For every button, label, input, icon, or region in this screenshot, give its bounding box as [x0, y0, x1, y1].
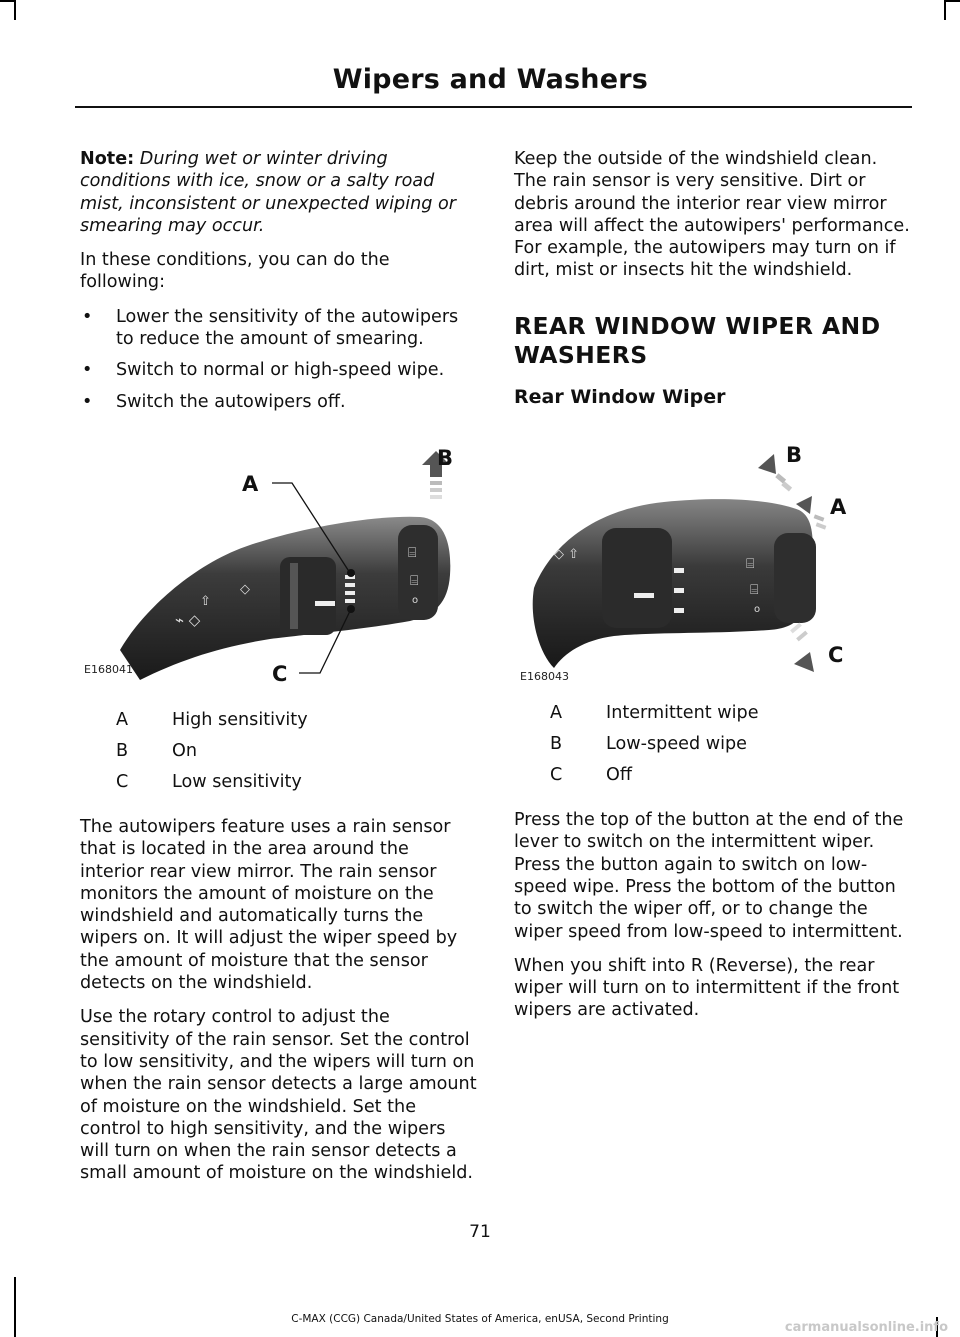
legend-row — [80, 709, 478, 740]
list-item: • Lower the sensitivity of the autowipers to reduce the amount of smearing. — [80, 306, 478, 351]
list-item: • Switch the autowipers off. — [80, 391, 478, 413]
header-divider — [75, 106, 912, 108]
legend-table — [514, 702, 912, 795]
legend-letter: B — [116, 740, 129, 761]
left-column — [80, 148, 478, 1197]
legend-row — [514, 733, 912, 764]
rear-wiper-lever-figure — [514, 418, 912, 688]
note-text: During wet or winter driving conditions with ice, snow or a salty road mist, inconsistent or unexpected wiping or smearing may occur. — [80, 149, 457, 236]
legend-letter: C — [550, 765, 563, 786]
bullet-list — [80, 306, 478, 413]
legend-letter: A — [116, 709, 129, 730]
crop-mark — [946, 0, 960, 2]
callout-label: C — [272, 661, 288, 686]
body-paragraph: The autowipers feature uses a rain sensor that is located in the area around the interior rear view mirror. The rain sensor monitors the amount of moisture on the windshield and automatically turns the wipers on. It will adjust the wiper speed by the amount of moisture that the sensor detects on the windshield. — [80, 816, 458, 994]
page-number: 71 — [469, 1222, 491, 1242]
body-paragraph: Use the rotary control to adjust the sensitivity of the rain sensor. Set the control to low sensitivity, and the wipers will turn on when the rain sensor detects a large amount of moisture on the windshield. Set the control to high sensitivity, and the wipers will turn on when the rain sensor detects a small amount of moisture on the windshield. — [80, 1007, 477, 1184]
svg-text:o: o — [754, 604, 761, 616]
legend-text: Off — [606, 765, 632, 786]
legend-text: On — [172, 740, 197, 761]
crop-mark — [944, 0, 946, 20]
note-paragraph — [80, 148, 478, 237]
figure-code: E168041 — [84, 662, 133, 676]
callout-label: A — [830, 495, 847, 520]
legend-letter: B — [550, 734, 563, 755]
legend-letter: C — [116, 771, 129, 792]
callout-label: A — [242, 471, 259, 496]
legend-row — [514, 764, 912, 795]
svg-text:o: o — [412, 594, 419, 606]
legend-text: High sensitivity — [172, 709, 308, 730]
callout-label: B — [437, 445, 454, 470]
body-paragraph: Keep the outside of the windshield clean. The rain sensor is very sensitive. Dirt or debris around the interior rear view mirror area will affect the autowipers' performance. For example, the autowipers may turn on if dirt, mist or insects hit the windshield. — [514, 149, 910, 281]
legend-table — [80, 709, 478, 802]
right-column — [514, 148, 912, 1034]
svg-text:◇ ⇧: ◇ ⇧ — [554, 547, 580, 563]
section-heading: REAR WINDOW WIPER AND WASHERS — [514, 311, 881, 369]
figure-code: E168043 — [520, 669, 569, 683]
callout-label: C — [828, 643, 844, 668]
legend-text: Intermittent wipe — [606, 703, 759, 724]
svg-text:⇧: ⇧ — [200, 593, 211, 609]
svg-text:⌸: ⌸ — [746, 556, 755, 573]
legend-text: Low-speed wipe — [606, 734, 748, 755]
crop-mark — [14, 1277, 16, 1337]
wiper-lever-illustration — [80, 425, 478, 697]
intro-paragraph: In these conditions, you can do the following: — [80, 250, 390, 293]
list-item: • Switch to normal or high-speed wipe. — [80, 359, 478, 381]
edition-footer: C-MAX (CCG) Canada/United States of America, enUSA, Second Printing — [291, 1313, 669, 1325]
callout-label: B — [786, 443, 803, 468]
body-paragraph: Press the top of the button at the end of the lever to switch on the intermittent wiper. Press the button again to switch on low-speed wipe. Press the bottom of the button to switch the wiper off, or to change the wiper speed from low-speed to intermittent. — [514, 810, 904, 942]
legend-row — [514, 702, 912, 733]
legend-letter: A — [550, 703, 563, 724]
svg-text:⌸: ⌸ — [410, 572, 419, 589]
note-label: Note: — [80, 149, 135, 169]
legend-row — [80, 771, 478, 802]
crop-mark — [0, 0, 14, 2]
crop-mark — [14, 0, 16, 20]
legend-text: Low sensitivity — [172, 771, 302, 792]
page-title: Wipers and Washers — [332, 64, 648, 95]
rear-wiper-illustration — [514, 418, 912, 688]
svg-text:⌁ ◇: ⌁ ◇ — [175, 610, 201, 629]
svg-text:⌸: ⌸ — [408, 544, 417, 561]
subsection-heading: Rear Window Wiper — [514, 385, 726, 408]
autowiper-lever-figure — [80, 425, 478, 697]
body-paragraph: When you shift into R (Reverse), the rear wiper will turn on to intermittent if the front wipers are activated. — [514, 955, 900, 1021]
svg-text:⌸: ⌸ — [750, 582, 759, 599]
watermark: carmanualsonline.info — [784, 1320, 948, 1335]
legend-row — [80, 740, 478, 771]
svg-text:◇: ◇ — [240, 581, 250, 597]
